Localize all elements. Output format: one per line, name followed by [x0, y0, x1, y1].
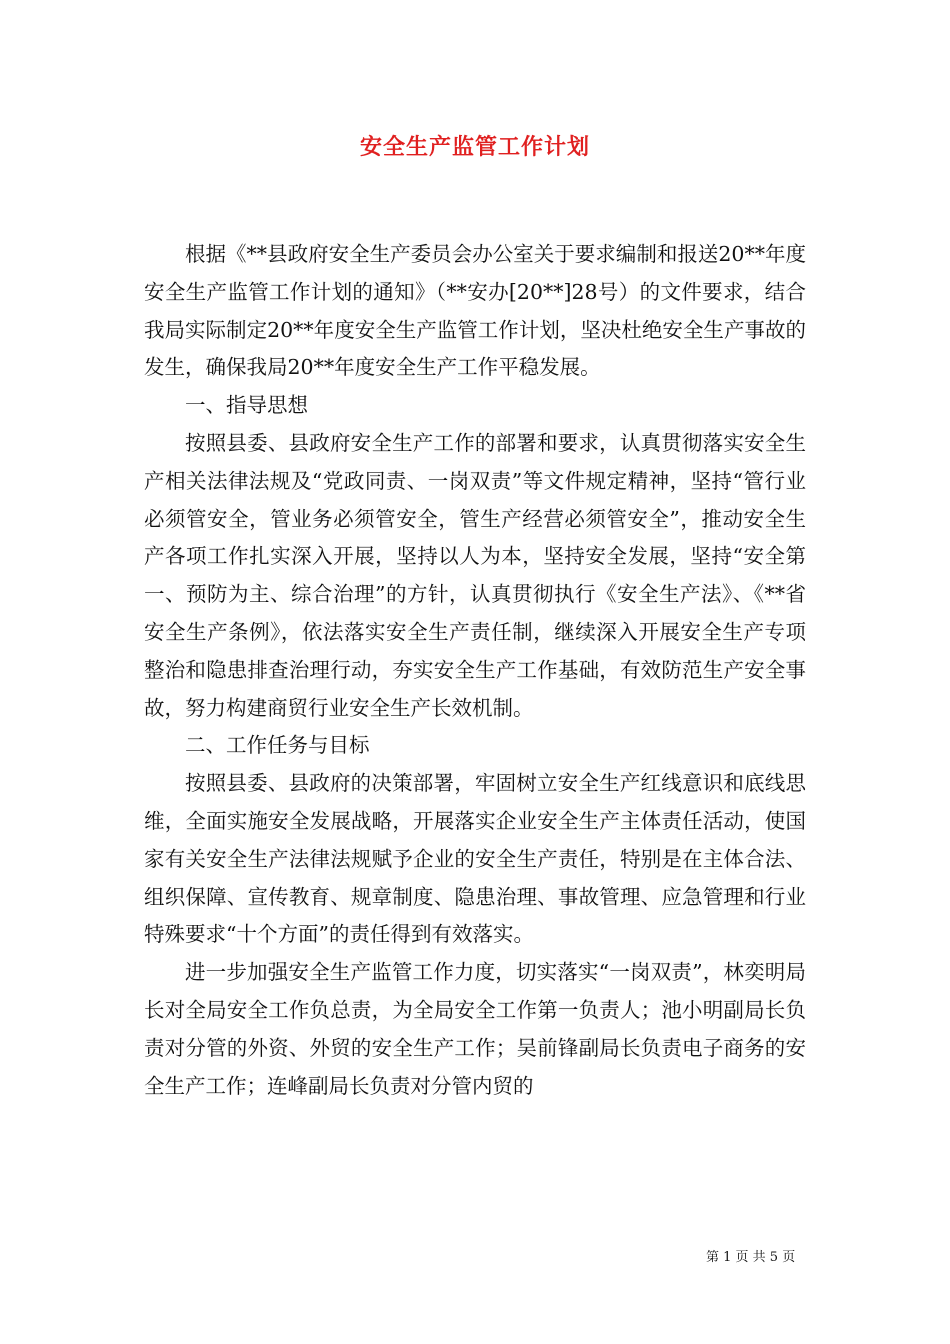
tasks-goals-paragraph: 按照县委、县政府的决策部署，牢固树立安全生产红线意识和底线思维，全面实施安全发展战略，开展落实企业安全生产主体责任活动，使国家有关安全生产法律法规赋予企业的安全生产责任，特别是在主体合法、组织保障、宣传教育、规章制度、隐患治理、事故管理、应急管理和行业特殊要求“十个方面”的责任得到有效落实。	[144, 771, 806, 947]
document-body	[144, 236, 806, 1105]
guiding-ideology-paragraph: 按照县委、县政府安全生产工作的部署和要求，认真贯彻落实安全生产相关法律法规及“党政同责、一岗双责”等文件规定精神，坚持“管行业必须管安全，管业务必须管安全，管生产经营必须管安全”，推动安全生产各项工作扎实深入开展，坚持以人为本，坚持安全发展，坚持“安全第一、预防为主、综合治理”的方针，认真贯彻执行《安全生产法》、《**省安全生产条例》，依法落实安全生产责任制，继续深入开展安全生产专项整治和隐患排查治理行动，夯实安全生产工作基础，有效防范生产安全事故，努力构建商贸行业安全生产长效机制。	[144, 430, 806, 720]
intro-paragraph: 根据《**县政府安全生产委员会办公室关于要求编制和报送20**年度安全生产监管工作计划的通知》（**安办[20**]28号）的文件要求，结合我局实际制定20**年度安全生产监管工作计划，坚决杜绝安全生产事故的发生，确保我局20**年度安全生产工作平稳发展。	[144, 242, 806, 380]
section-heading-tasks-goals: 二、工作任务与目标	[185, 733, 370, 758]
page-number: 第 1 页 共 5 页	[706, 1250, 796, 1265]
document-title: 安全生产监管工作计划	[359, 134, 590, 160]
responsibility-paragraph: 进一步加强安全生产监管工作力度，切实落实“一岗双责”，林奕明局长对全局安全工作负总责，为全局安全工作第一负责人；池小明副局长负责对分管的外资、外贸的安全生产工作；吴前锋副局长负责电子商务的安全生产工作；连峰副局长负责对分管内贸的	[144, 960, 806, 1098]
section-heading-guiding-ideology: 一、指导思想	[185, 393, 308, 418]
